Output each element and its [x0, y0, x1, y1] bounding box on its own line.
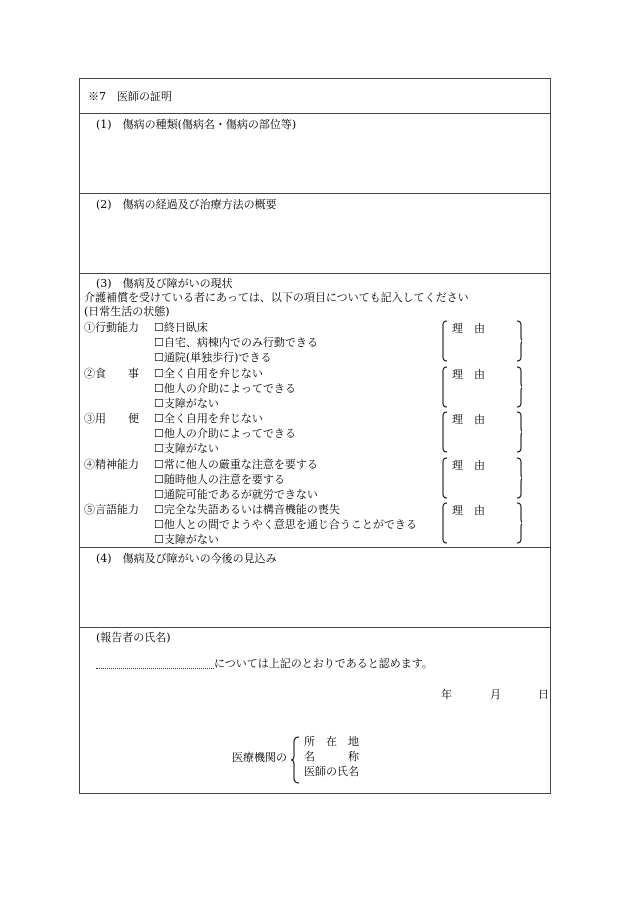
status-option-checkbox[interactable]: ☐完全な失語あるいは構音機能の喪失	[154, 503, 340, 516]
institution-brace	[290, 736, 300, 784]
section-prognosis[interactable]	[80, 548, 550, 628]
section-injury-type-label: (1) 傷病の種類(傷病名・傷病の部位等)	[96, 118, 297, 131]
status-category-label: ②食 事	[84, 366, 139, 380]
section-treatment-summary-label: (2) 傷病の経過及び治療方法の概要	[96, 198, 277, 211]
reason-label: 理 由	[452, 322, 485, 335]
status-option-checkbox[interactable]: ☐支障がない	[154, 442, 219, 455]
status-option-checkbox[interactable]: ☐他人の介助によってできる	[154, 381, 296, 395]
medical-certificate-form	[79, 78, 551, 794]
status-option-checkbox[interactable]: ☐随時他人の注意を要する	[154, 472, 285, 486]
reason-field[interactable]	[442, 366, 522, 408]
reason-field[interactable]	[442, 457, 522, 499]
doctor-name-label: 医師の氏名	[304, 765, 359, 778]
status-option-checkbox[interactable]: ☐常に他人の厳重な注意を要する	[154, 457, 318, 471]
status-option-checkbox[interactable]: ☐他人との間でようやく意思を通じ合うことができる	[154, 518, 417, 531]
section-prognosis-label: (4) 傷病及び障がいの今後の見込み	[96, 552, 277, 565]
reason-label: 理 由	[452, 367, 485, 381]
section-current-condition-label: (3) 傷病及び障がいの現状	[96, 277, 233, 290]
status-option-checkbox[interactable]: ☐通院(単独歩行)できる	[154, 351, 272, 364]
status-option-checkbox[interactable]: ☐全く自用を弁じない	[154, 366, 263, 380]
reporter-name-label: (報告者の氏名)	[96, 631, 171, 644]
section-current-condition	[80, 274, 550, 548]
status-category-label: ⑤言語能力	[84, 503, 139, 516]
section-injury-type[interactable]	[80, 114, 550, 194]
section-treatment-summary[interactable]	[80, 194, 550, 274]
date-year-label: 年	[441, 688, 452, 701]
status-option-checkbox[interactable]: ☐自宅、病棟内でのみ行動できる	[154, 336, 318, 349]
status-option-checkbox[interactable]: ☐通院可能であるが就労できない	[154, 487, 318, 501]
status-option-checkbox[interactable]: ☐支障がない	[154, 533, 219, 546]
institution-name-label: 名 称	[304, 750, 359, 763]
certificate-header	[80, 79, 550, 114]
section-reporter	[80, 628, 550, 795]
certification-statement: については上記のとおりであると認めます。	[214, 657, 433, 670]
status-row	[80, 456, 550, 502]
nursing-note: 介護補償を受けている者にあっては、以下の項目についても記入してください	[84, 291, 469, 304]
reason-field[interactable]	[442, 320, 522, 362]
daily-life-subheading: (日常生活の状態)	[84, 305, 170, 318]
status-row	[80, 501, 550, 547]
certificate-title: ※7 医師の証明	[88, 90, 172, 103]
date-month-label: 月	[490, 688, 501, 701]
reason-field[interactable]	[442, 411, 522, 453]
status-option-checkbox[interactable]: ☐支障がない	[154, 396, 219, 410]
status-option-checkbox[interactable]: ☐全く自用を弁じない	[154, 412, 263, 425]
reason-label: 理 由	[452, 504, 485, 517]
reason-field[interactable]	[442, 502, 522, 544]
status-row	[80, 319, 550, 365]
status-option-checkbox[interactable]: ☐他人の介助によってできる	[154, 427, 296, 440]
status-category-label: ①行動能力	[84, 321, 139, 334]
status-option-checkbox[interactable]: ☐終日臥床	[154, 321, 208, 334]
status-row	[80, 410, 550, 456]
status-category-label: ③用 便	[84, 412, 139, 425]
date-day-label: 日	[538, 688, 549, 701]
reason-label: 理 由	[452, 458, 485, 472]
institution-address-label: 所 在 地	[304, 735, 359, 748]
status-category-label: ④精神能力	[84, 457, 139, 471]
reporter-name-field[interactable]	[96, 668, 214, 669]
status-row	[80, 365, 550, 411]
institution-label: 医療機関の	[232, 751, 287, 764]
reason-label: 理 由	[452, 413, 485, 426]
